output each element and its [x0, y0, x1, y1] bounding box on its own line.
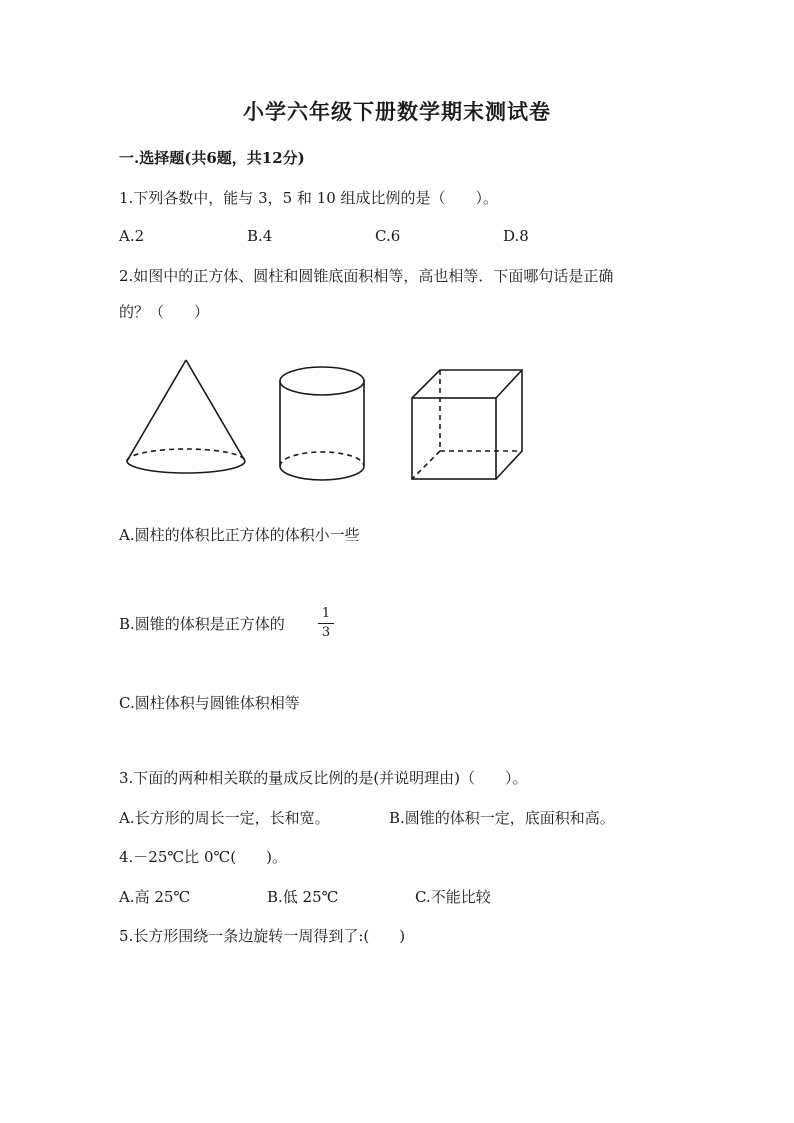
question-4-option-a: A.高 25℃ [119, 888, 191, 906]
cube-shape [412, 370, 522, 479]
question-4-option-c: C.不能比较 [415, 888, 491, 906]
question-5-stem: 5.长方形围绕一条边旋转一周得到了:( ) [119, 927, 406, 945]
question-2-option-c: C.圆柱体积与圆锥体积相等 [119, 694, 300, 712]
cone-shape [127, 360, 245, 473]
question-1-option-d: D.8 [503, 227, 529, 245]
question-3-option-a: A.长方形的周长一定，长和宽。 [119, 809, 330, 827]
question-4-stem: 4.－25℃比 0℃( )。 [119, 848, 287, 866]
fraction-denominator: 3 [321, 625, 331, 640]
page-title: 小学六年级下册数学期末测试卷 [243, 99, 551, 124]
question-4-option-b: B.低 25℃ [267, 888, 339, 906]
question-2-option-b: B.圆锥的体积是正方体的 [119, 615, 285, 633]
question-1-option-a: A.2 [119, 227, 145, 245]
question-1-option-b: B.4 [247, 227, 273, 245]
question-1-option-c: C.6 [375, 227, 401, 245]
question-3-option-b: B.圆锥的体积一定，底面积和高。 [389, 809, 615, 827]
cylinder-shape [280, 367, 364, 480]
question-3-stem: 3.下面的两种相关联的量成反比例的是(并说明理由)（ ）。 [119, 769, 528, 787]
fraction-one-third [318, 606, 334, 641]
question-2-stem-line2: 的？（ ） [119, 303, 210, 321]
fraction-numerator: 1 [321, 606, 331, 621]
fraction-bar [318, 623, 334, 624]
section-heading: 一.选择题(共6题，共12分) [119, 149, 305, 167]
question-1-stem: 1.下列各数中，能与 3，5 和 10 组成比例的是（ ）。 [119, 189, 499, 207]
question-2-option-a: A.圆柱的体积比正方体的体积小一些 [119, 526, 360, 544]
question-2-stem-line1: 2.如图中的正方体、圆柱和圆锥底面积相等，高也相等．下面哪句话是正确 [119, 267, 614, 285]
